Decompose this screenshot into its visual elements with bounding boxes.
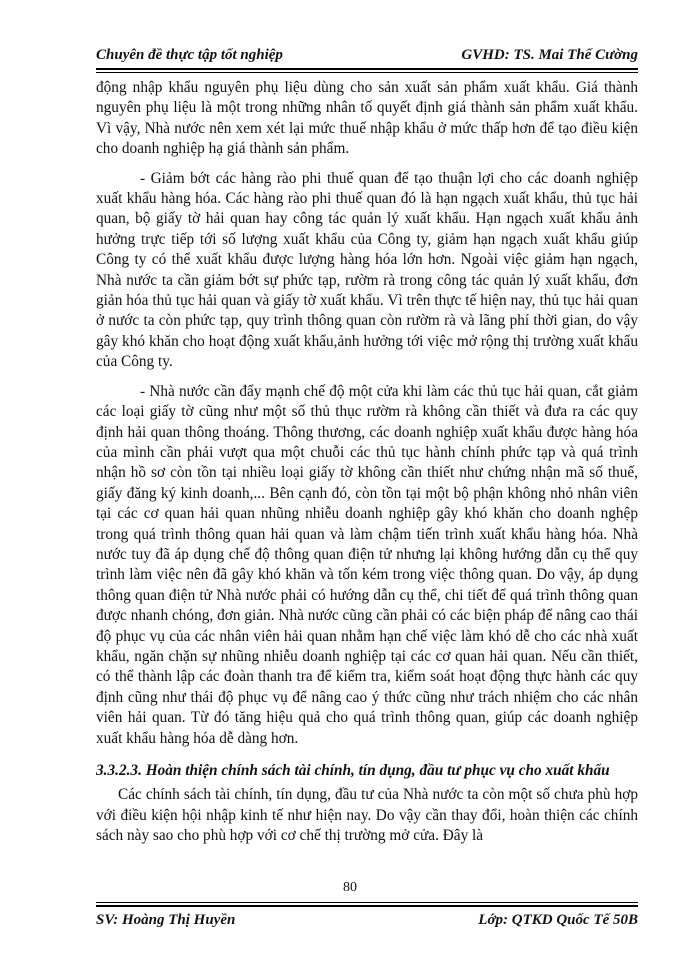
paragraph-financial-policy: Các chính sách tài chính, tín dụng, đầu tư của Nhà nước ta còn một số chưa phù hợp với điều kiện hội nhập kinh tế như hiện nay. Do vậy cần thay đổi, hoàn thiện các chính sách này sao cho phù hợp với cơ chế thị trường mở cửa. Đây là [96, 786, 638, 845]
paragraph-one-stop-customs: - Nhà nước cần đẩy mạnh chế độ một cửa khi làm các thủ tục hải quan, cắt giảm các loại giấy tờ cũng như một số thủ thục rườm rà không cần thiết và đưa ra các quy định hải quan thông thoáng. Thông thương, các doanh nghiệp xuất khẩu được hàng hóa của mình cần phải vượt qua một chuỗi các thủ tục hành chính phức tạp và quá trình nhận hồ sơ còn tồn tại nhiều loại giấy tờ không cần thiết như chứng nhận mã số thuế, giấy đăng ký kinh doanh,... Bên cạnh đó, còn tồn tại một bộ phận không nhỏ nhân viên tại các cơ quan hải quan nhũng nhiễu doanh nghiệp gây khó khăn cho doanh nghệp trong quá trình thông quan hải quan và làm chậm tiến trình xuất khẩu hàng hóa. Nhà nước tuy đã áp dụng chế độ thông quan điện tử nhưng lại không hướng dẫn cụ thể quy trình làm việc nên đã gây khó khăn và tốn kém trong việc thông quan. Do vậy, áp dụng thông quan điện tử Nhà nước phải có hướng dẫn cụ thể, chi tiết để quá trình thông quan được nhanh chóng, đơn giản. Nhà nước cũng cần phải có các biện pháp để nâng cao thái độ phục vụ của các nhân viên hải quan nhằm hạn chế việc làm khó dễ cho các nhà xuất khẩu, ngăn chặn sự nhũng nhiễu doanh nghiệp tại các cơ quan hải quan. Nếu cần thiết, có thể thành lập các đoàn thanh tra để kiểm tra, kiểm soát hoạt động thực hành các quy định cũng như thái độ phục vụ để nâng cao ý thức cũng như trách nhiệm cho các nhân viên hải quan. Từ đó tăng hiệu quả cho quá trình thông quan, giúp các doanh nghiệp xuất khẩu hàng hóa dễ dàng hơn. [96, 382, 638, 747]
footer-student: SV: Hoàng Thị Huyền [96, 911, 236, 928]
footer-rule-thin [96, 902, 638, 903]
page-body [96, 78, 638, 847]
section-heading: 3.3.2.3. Hoàn thiện chính sách tài chính, tín dụng, đầu tư phục vụ cho xuất khẩu [96, 762, 610, 779]
paragraph-continued: động nhập khẩu nguyên phụ liệu dùng cho sản xuất sản phẩm xuất khẩu. Giá thành nguyên phụ liệu là một trong những nhân tố quyết định giá thành sản phẩm xuất khẩu. Vì vậy, Nhà nước nên xem xét lại mức thuế nhập khẩu ở mức thấp hơn để tạo điều kiện cho doanh nghiệp hạ giá thành sản phẩm. [96, 79, 638, 158]
paragraph-non-tariff-barriers: - Giảm bớt các hàng rào phi thuế quan để tạo thuận lợi cho các doanh nghiệp xuất khẩu hàng hóa. Các hàng rào phi thuế quan đó là hạn ngạch xuất khẩu, thủ tục hải quan, bộ giấy tờ hải quan hay công tác quản lý xuất khẩu. Hạn ngạch xuất khẩu ảnh hưởng trực tiếp tới số lượng xuất khẩu của Công ty, giảm hạn ngạch xuất khẩu giúp Công ty có thể xuất khẩu được lượng hàng hóa lớn hơn. Ngoài việc giảm hạn ngạch, Nhà nước ta cần giảm bớt sự phức tạp, rườm rà trong công tác quản lý xuất khẩu, đơn giản hóa thủ tục hải quan và giấy tờ xuất khẩu. Vì trên thực tế hiện nay, thủ tục hải quan ở nước ta còn phức tạp, quy trình thông quan còn rườm rà và lãng phí thời gian, do vậy gây khó khăn cho hoạt động xuất khẩu,ảnh hưởng tới việc mở rộng thị trường xuất khẩu của Công ty. [96, 169, 638, 371]
page-header [96, 40, 638, 64]
footer-class: Lớp: QTKD Quốc Tế 50B [478, 911, 638, 928]
page-footer [96, 908, 638, 932]
header-document-title: Chuyên đề thực tập tốt nghiệp [96, 47, 283, 63]
header-rule-thick [96, 68, 638, 70]
footer-rule-thick [96, 905, 638, 907]
page-number: 80 [343, 880, 357, 895]
header-advisor: GVHD: TS. Mai Thế Cường [461, 47, 638, 63]
header-rule-thin [96, 72, 638, 73]
